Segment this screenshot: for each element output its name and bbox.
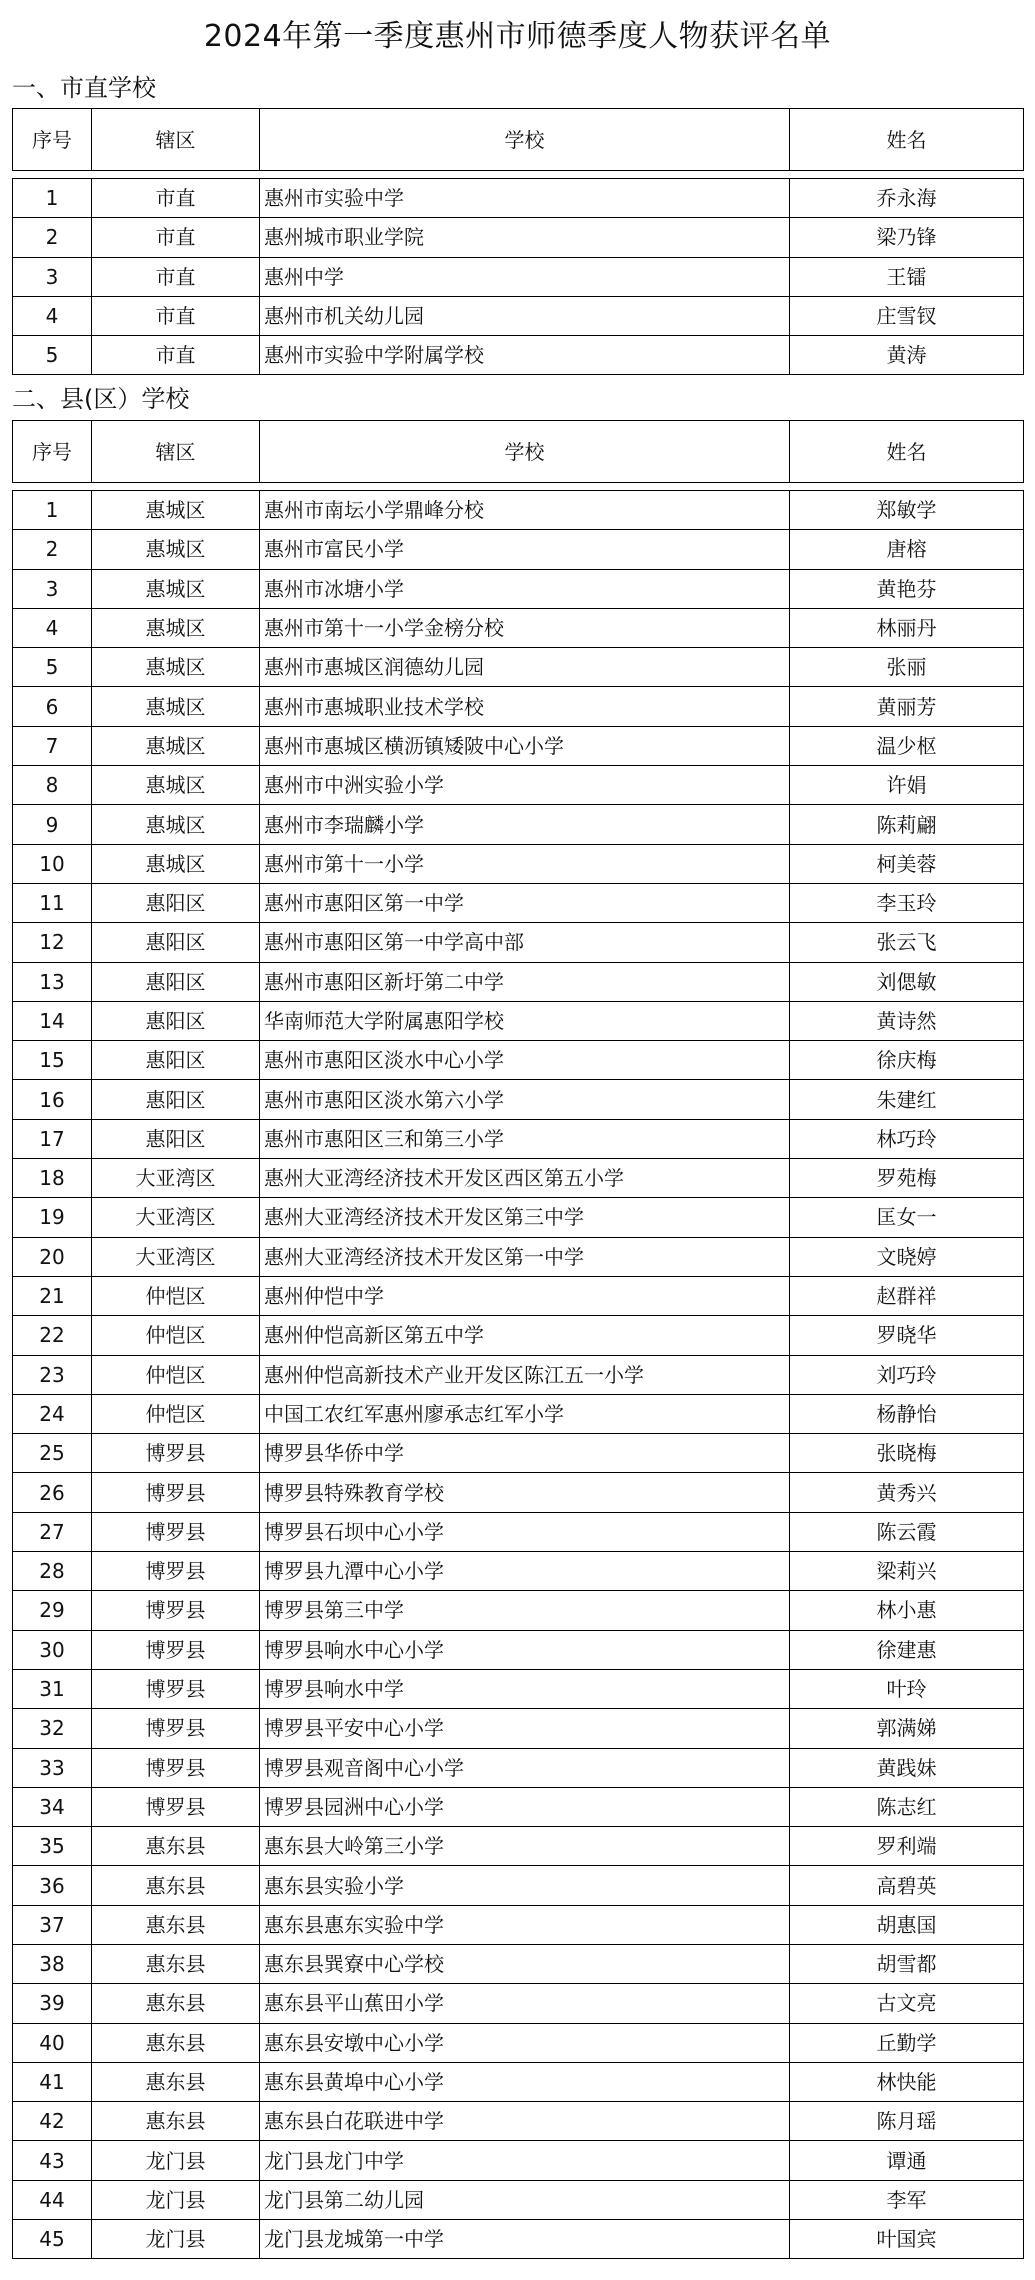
table-row bbox=[13, 608, 1024, 647]
cell-index: 39 bbox=[13, 1984, 92, 2023]
cell-district: 市直 bbox=[92, 218, 260, 257]
table-row bbox=[13, 1001, 1024, 1040]
table-row bbox=[13, 1316, 1024, 1355]
cell-school: 惠东县白花联进中学 bbox=[260, 2102, 790, 2141]
cell-index: 4 bbox=[13, 608, 92, 647]
table-row bbox=[13, 257, 1024, 296]
cell-district: 惠东县 bbox=[92, 1866, 260, 1905]
cell-district: 惠城区 bbox=[92, 491, 260, 530]
cell-district: 龙门县 bbox=[92, 2180, 260, 2219]
cell-school: 惠州市第十一小学 bbox=[260, 844, 790, 883]
header-idx: 序号 bbox=[13, 421, 92, 483]
table-row bbox=[13, 2141, 1024, 2180]
cell-district: 博罗县 bbox=[92, 1434, 260, 1473]
cell-name: 庄雪钗 bbox=[790, 296, 1024, 335]
cell-name: 胡雪都 bbox=[790, 1944, 1024, 1983]
cell-school: 惠州市南坛小学鼎峰分校 bbox=[260, 491, 790, 530]
cell-district: 惠阳区 bbox=[92, 883, 260, 922]
cell-index: 44 bbox=[13, 2180, 92, 2219]
cell-index: 24 bbox=[13, 1394, 92, 1433]
cell-name: 叶国宾 bbox=[790, 2220, 1024, 2259]
table-row bbox=[13, 296, 1024, 335]
cell-index: 42 bbox=[13, 2102, 92, 2141]
cell-district: 大亚湾区 bbox=[92, 1237, 260, 1276]
cell-name: 陈月瑶 bbox=[790, 2102, 1024, 2141]
table-row bbox=[13, 218, 1024, 257]
cell-index: 2 bbox=[13, 530, 92, 569]
section-label-county: 二、县(区）学校 bbox=[12, 385, 190, 413]
cell-name: 林小惠 bbox=[790, 1591, 1024, 1630]
table-row bbox=[13, 1473, 1024, 1512]
cell-name: 黄涛 bbox=[790, 336, 1024, 375]
cell-school: 龙门县龙门中学 bbox=[260, 2141, 790, 2180]
cell-name: 林快能 bbox=[790, 2062, 1024, 2101]
table-row bbox=[13, 883, 1024, 922]
cell-school: 惠州市富民小学 bbox=[260, 530, 790, 569]
cell-district: 惠城区 bbox=[92, 766, 260, 805]
cell-district: 惠城区 bbox=[92, 648, 260, 687]
cell-school: 惠州市惠阳区淡水中心小学 bbox=[260, 1041, 790, 1080]
table-row bbox=[13, 2220, 1024, 2259]
cell-school: 华南师范大学附属惠阳学校 bbox=[260, 1001, 790, 1040]
cell-district: 惠东县 bbox=[92, 2023, 260, 2062]
header-school: 学校 bbox=[260, 421, 790, 483]
cell-district: 博罗县 bbox=[92, 1669, 260, 1708]
cell-index: 7 bbox=[13, 726, 92, 765]
cell-school: 惠州市冰塘小学 bbox=[260, 569, 790, 608]
table-county-schools bbox=[12, 420, 1024, 2259]
table-row bbox=[13, 1748, 1024, 1787]
cell-school: 博罗县九潭中心小学 bbox=[260, 1552, 790, 1591]
cell-school: 惠州仲恺高新技术产业开发区陈江五一小学 bbox=[260, 1355, 790, 1394]
cell-name: 黄践妹 bbox=[790, 1748, 1024, 1787]
cell-index: 16 bbox=[13, 1080, 92, 1119]
cell-name: 徐庆梅 bbox=[790, 1041, 1024, 1080]
cell-name: 刘巧玲 bbox=[790, 1355, 1024, 1394]
table-header-row bbox=[13, 109, 1024, 171]
cell-school: 惠东县惠东实验中学 bbox=[260, 1905, 790, 1944]
cell-district: 龙门县 bbox=[92, 2220, 260, 2259]
cell-name: 高碧英 bbox=[790, 1866, 1024, 1905]
cell-index: 27 bbox=[13, 1512, 92, 1551]
cell-name: 黄丽芳 bbox=[790, 687, 1024, 726]
cell-district: 惠城区 bbox=[92, 530, 260, 569]
cell-district: 惠城区 bbox=[92, 844, 260, 883]
cell-name: 乔永海 bbox=[790, 179, 1024, 218]
table-row bbox=[13, 1080, 1024, 1119]
table-row bbox=[13, 1866, 1024, 1905]
cell-district: 惠东县 bbox=[92, 1905, 260, 1944]
cell-name: 林丽丹 bbox=[790, 608, 1024, 647]
cell-index: 28 bbox=[13, 1552, 92, 1591]
cell-name: 罗苑梅 bbox=[790, 1159, 1024, 1198]
table-row bbox=[13, 962, 1024, 1001]
cell-district: 大亚湾区 bbox=[92, 1198, 260, 1237]
cell-index: 13 bbox=[13, 962, 92, 1001]
cell-name: 匡女一 bbox=[790, 1198, 1024, 1237]
cell-district: 惠城区 bbox=[92, 687, 260, 726]
cell-school: 惠州大亚湾经济技术开发区西区第五小学 bbox=[260, 1159, 790, 1198]
header-name: 姓名 bbox=[790, 421, 1024, 483]
cell-school: 惠州市实验中学附属学校 bbox=[260, 336, 790, 375]
cell-district: 惠东县 bbox=[92, 1984, 260, 2023]
cell-index: 1 bbox=[13, 179, 92, 218]
cell-school: 惠东县大岭第三小学 bbox=[260, 1827, 790, 1866]
cell-name: 古文亮 bbox=[790, 1984, 1024, 2023]
table-row bbox=[13, 1512, 1024, 1551]
cell-name: 梁莉兴 bbox=[790, 1552, 1024, 1591]
cell-district: 惠东县 bbox=[92, 1827, 260, 1866]
cell-school: 中国工农红军惠州廖承志红军小学 bbox=[260, 1394, 790, 1433]
cell-name: 黄诗然 bbox=[790, 1001, 1024, 1040]
cell-name: 陈志红 bbox=[790, 1787, 1024, 1826]
cell-school: 惠州市惠城区润德幼儿园 bbox=[260, 648, 790, 687]
cell-index: 34 bbox=[13, 1787, 92, 1826]
cell-district: 博罗县 bbox=[92, 1709, 260, 1748]
cell-school: 惠州市李瑞麟小学 bbox=[260, 805, 790, 844]
cell-name: 陈莉翩 bbox=[790, 805, 1024, 844]
cell-name: 唐榕 bbox=[790, 530, 1024, 569]
cell-name: 杨静怡 bbox=[790, 1394, 1024, 1433]
cell-district: 惠城区 bbox=[92, 726, 260, 765]
table-row bbox=[13, 2023, 1024, 2062]
cell-name: 叶玲 bbox=[790, 1669, 1024, 1708]
table-row bbox=[13, 726, 1024, 765]
table-row bbox=[13, 1787, 1024, 1826]
header-gap bbox=[13, 171, 1024, 179]
cell-index: 15 bbox=[13, 1041, 92, 1080]
cell-index: 19 bbox=[13, 1198, 92, 1237]
cell-index: 37 bbox=[13, 1905, 92, 1944]
cell-name: 罗晓华 bbox=[790, 1316, 1024, 1355]
cell-school: 博罗县特殊教育学校 bbox=[260, 1473, 790, 1512]
table-row bbox=[13, 844, 1024, 883]
cell-district: 龙门县 bbox=[92, 2141, 260, 2180]
cell-index: 36 bbox=[13, 1866, 92, 1905]
cell-district: 博罗县 bbox=[92, 1591, 260, 1630]
cell-district: 惠东县 bbox=[92, 2102, 260, 2141]
header-district: 辖区 bbox=[92, 109, 260, 171]
cell-school: 惠州市第十一小学金榜分校 bbox=[260, 608, 790, 647]
cell-school: 惠州仲恺中学 bbox=[260, 1276, 790, 1315]
cell-school: 博罗县石坝中心小学 bbox=[260, 1512, 790, 1551]
cell-district: 大亚湾区 bbox=[92, 1159, 260, 1198]
cell-school: 惠东县安墩中心小学 bbox=[260, 2023, 790, 2062]
table-row bbox=[13, 1198, 1024, 1237]
cell-district: 市直 bbox=[92, 179, 260, 218]
cell-school: 惠州市中洲实验小学 bbox=[260, 766, 790, 805]
table-row bbox=[13, 179, 1024, 218]
table-row bbox=[13, 1355, 1024, 1394]
table-row bbox=[13, 805, 1024, 844]
cell-district: 市直 bbox=[92, 257, 260, 296]
table-row bbox=[13, 1276, 1024, 1315]
table-row bbox=[13, 1119, 1024, 1158]
cell-name: 郑敏学 bbox=[790, 491, 1024, 530]
cell-name: 张丽 bbox=[790, 648, 1024, 687]
cell-district: 惠城区 bbox=[92, 608, 260, 647]
cell-index: 9 bbox=[13, 805, 92, 844]
table-row bbox=[13, 530, 1024, 569]
cell-school: 惠州市惠阳区三和第三小学 bbox=[260, 1119, 790, 1158]
table-row bbox=[13, 1394, 1024, 1433]
cell-school: 惠州市惠阳区淡水第六小学 bbox=[260, 1080, 790, 1119]
table-header-row bbox=[13, 421, 1024, 483]
cell-index: 1 bbox=[13, 491, 92, 530]
table-body-city bbox=[13, 179, 1024, 375]
table-row bbox=[13, 766, 1024, 805]
cell-name: 温少枢 bbox=[790, 726, 1024, 765]
cell-school: 惠州城市职业学院 bbox=[260, 218, 790, 257]
table-row bbox=[13, 1827, 1024, 1866]
cell-index: 3 bbox=[13, 569, 92, 608]
cell-index: 38 bbox=[13, 1944, 92, 1983]
cell-name: 黄艳芬 bbox=[790, 569, 1024, 608]
header-district: 辖区 bbox=[92, 421, 260, 483]
table-row bbox=[13, 1905, 1024, 1944]
cell-school: 惠州市惠阳区第一中学 bbox=[260, 883, 790, 922]
table-row bbox=[13, 648, 1024, 687]
cell-name: 谭通 bbox=[790, 2141, 1024, 2180]
cell-name: 黄秀兴 bbox=[790, 1473, 1024, 1512]
cell-index: 45 bbox=[13, 2220, 92, 2259]
table-row bbox=[13, 336, 1024, 375]
cell-school: 惠东县平山蕉田小学 bbox=[260, 1984, 790, 2023]
cell-name: 文晓婷 bbox=[790, 1237, 1024, 1276]
cell-district: 博罗县 bbox=[92, 1630, 260, 1669]
table-row bbox=[13, 2180, 1024, 2219]
cell-index: 43 bbox=[13, 2141, 92, 2180]
cell-name: 丘勤学 bbox=[790, 2023, 1024, 2062]
cell-index: 2 bbox=[13, 218, 92, 257]
cell-index: 10 bbox=[13, 844, 92, 883]
cell-district: 惠阳区 bbox=[92, 1119, 260, 1158]
cell-school: 惠州大亚湾经济技术开发区第三中学 bbox=[260, 1198, 790, 1237]
header-idx: 序号 bbox=[13, 109, 92, 171]
table-row bbox=[13, 1944, 1024, 1983]
cell-name: 张云飞 bbox=[790, 923, 1024, 962]
table-row bbox=[13, 1669, 1024, 1708]
cell-name: 刘偲敏 bbox=[790, 962, 1024, 1001]
cell-school: 惠东县黄埠中心小学 bbox=[260, 2062, 790, 2101]
cell-name: 陈云霞 bbox=[790, 1512, 1024, 1551]
cell-district: 惠阳区 bbox=[92, 1080, 260, 1119]
cell-district: 惠阳区 bbox=[92, 1041, 260, 1080]
cell-index: 29 bbox=[13, 1591, 92, 1630]
cell-district: 仲恺区 bbox=[92, 1355, 260, 1394]
cell-district: 博罗县 bbox=[92, 1748, 260, 1787]
cell-name: 张晓梅 bbox=[790, 1434, 1024, 1473]
cell-index: 30 bbox=[13, 1630, 92, 1669]
cell-index: 14 bbox=[13, 1001, 92, 1040]
cell-school: 惠州市实验中学 bbox=[260, 179, 790, 218]
cell-index: 26 bbox=[13, 1473, 92, 1512]
cell-district: 惠东县 bbox=[92, 1944, 260, 1983]
table-row bbox=[13, 2102, 1024, 2141]
cell-district: 市直 bbox=[92, 296, 260, 335]
table-row bbox=[13, 1709, 1024, 1748]
cell-school: 惠州市机关幼儿园 bbox=[260, 296, 790, 335]
cell-index: 4 bbox=[13, 296, 92, 335]
table-row bbox=[13, 491, 1024, 530]
cell-index: 20 bbox=[13, 1237, 92, 1276]
cell-name: 王镭 bbox=[790, 257, 1024, 296]
header-school: 学校 bbox=[260, 109, 790, 171]
cell-school: 惠州市惠城区横沥镇矮陂中心小学 bbox=[260, 726, 790, 765]
cell-school: 惠州仲恺高新区第五中学 bbox=[260, 1316, 790, 1355]
cell-school: 博罗县平安中心小学 bbox=[260, 1709, 790, 1748]
cell-district: 仲恺区 bbox=[92, 1394, 260, 1433]
cell-index: 3 bbox=[13, 257, 92, 296]
cell-school: 博罗县观音阁中心小学 bbox=[260, 1748, 790, 1787]
cell-index: 41 bbox=[13, 2062, 92, 2101]
cell-school: 博罗县第三中学 bbox=[260, 1591, 790, 1630]
table-row bbox=[13, 1984, 1024, 2023]
cell-district: 仲恺区 bbox=[92, 1316, 260, 1355]
cell-school: 惠州市惠阳区新圩第二中学 bbox=[260, 962, 790, 1001]
cell-name: 赵群祥 bbox=[790, 1276, 1024, 1315]
table-row bbox=[13, 569, 1024, 608]
cell-index: 25 bbox=[13, 1434, 92, 1473]
cell-district: 博罗县 bbox=[92, 1552, 260, 1591]
table-row bbox=[13, 1434, 1024, 1473]
cell-school: 惠州市惠阳区第一中学高中部 bbox=[260, 923, 790, 962]
cell-name: 李军 bbox=[790, 2180, 1024, 2219]
cell-index: 18 bbox=[13, 1159, 92, 1198]
cell-district: 惠阳区 bbox=[92, 962, 260, 1001]
cell-name: 徐建惠 bbox=[790, 1630, 1024, 1669]
header-name: 姓名 bbox=[790, 109, 1024, 171]
table-row bbox=[13, 1041, 1024, 1080]
table-row bbox=[13, 1591, 1024, 1630]
cell-district: 市直 bbox=[92, 336, 260, 375]
cell-name: 罗利端 bbox=[790, 1827, 1024, 1866]
cell-school: 惠州大亚湾经济技术开发区第一中学 bbox=[260, 1237, 790, 1276]
table-row bbox=[13, 1552, 1024, 1591]
cell-school: 博罗县园洲中心小学 bbox=[260, 1787, 790, 1826]
cell-index: 40 bbox=[13, 2023, 92, 2062]
section-label-city: 一、市直学校 bbox=[12, 74, 156, 102]
cell-name: 胡惠国 bbox=[790, 1905, 1024, 1944]
cell-index: 6 bbox=[13, 687, 92, 726]
cell-district: 仲恺区 bbox=[92, 1276, 260, 1315]
cell-index: 33 bbox=[13, 1748, 92, 1787]
cell-school: 博罗县响水中心小学 bbox=[260, 1630, 790, 1669]
cell-name: 林巧玲 bbox=[790, 1119, 1024, 1158]
cell-name: 朱建红 bbox=[790, 1080, 1024, 1119]
cell-school: 龙门县龙城第一中学 bbox=[260, 2220, 790, 2259]
table-city-schools bbox=[12, 108, 1024, 375]
cell-index: 21 bbox=[13, 1276, 92, 1315]
table-row bbox=[13, 1630, 1024, 1669]
cell-district: 博罗县 bbox=[92, 1512, 260, 1551]
cell-district: 博罗县 bbox=[92, 1473, 260, 1512]
cell-index: 12 bbox=[13, 923, 92, 962]
cell-district: 惠阳区 bbox=[92, 923, 260, 962]
cell-index: 5 bbox=[13, 336, 92, 375]
table-row bbox=[13, 1237, 1024, 1276]
cell-index: 8 bbox=[13, 766, 92, 805]
cell-district: 博罗县 bbox=[92, 1787, 260, 1826]
cell-index: 11 bbox=[13, 883, 92, 922]
document-title: 2024年第一季度惠州市师德季度人物获评名单 bbox=[203, 19, 832, 54]
table-body-county bbox=[13, 491, 1024, 2259]
cell-district: 惠城区 bbox=[92, 569, 260, 608]
cell-school: 惠东县巽寮中心学校 bbox=[260, 1944, 790, 1983]
cell-name: 柯美蓉 bbox=[790, 844, 1024, 883]
cell-school: 龙门县第二幼儿园 bbox=[260, 2180, 790, 2219]
cell-school: 博罗县响水中学 bbox=[260, 1669, 790, 1708]
cell-index: 17 bbox=[13, 1119, 92, 1158]
cell-district: 惠城区 bbox=[92, 805, 260, 844]
cell-school: 惠州中学 bbox=[260, 257, 790, 296]
cell-index: 23 bbox=[13, 1355, 92, 1394]
table-row bbox=[13, 1159, 1024, 1198]
cell-index: 31 bbox=[13, 1669, 92, 1708]
cell-school: 惠州市惠城职业技术学校 bbox=[260, 687, 790, 726]
cell-district: 惠阳区 bbox=[92, 1001, 260, 1040]
cell-name: 许娟 bbox=[790, 766, 1024, 805]
cell-school: 惠东县实验小学 bbox=[260, 1866, 790, 1905]
cell-index: 5 bbox=[13, 648, 92, 687]
table-row bbox=[13, 923, 1024, 962]
header-gap bbox=[13, 483, 1024, 491]
cell-name: 李玉玲 bbox=[790, 883, 1024, 922]
cell-index: 22 bbox=[13, 1316, 92, 1355]
cell-school: 博罗县华侨中学 bbox=[260, 1434, 790, 1473]
table-row bbox=[13, 2062, 1024, 2101]
cell-district: 惠东县 bbox=[92, 2062, 260, 2101]
table-row bbox=[13, 687, 1024, 726]
cell-index: 32 bbox=[13, 1709, 92, 1748]
cell-index: 35 bbox=[13, 1827, 92, 1866]
cell-name: 梁乃锋 bbox=[790, 218, 1024, 257]
cell-name: 郭满娣 bbox=[790, 1709, 1024, 1748]
